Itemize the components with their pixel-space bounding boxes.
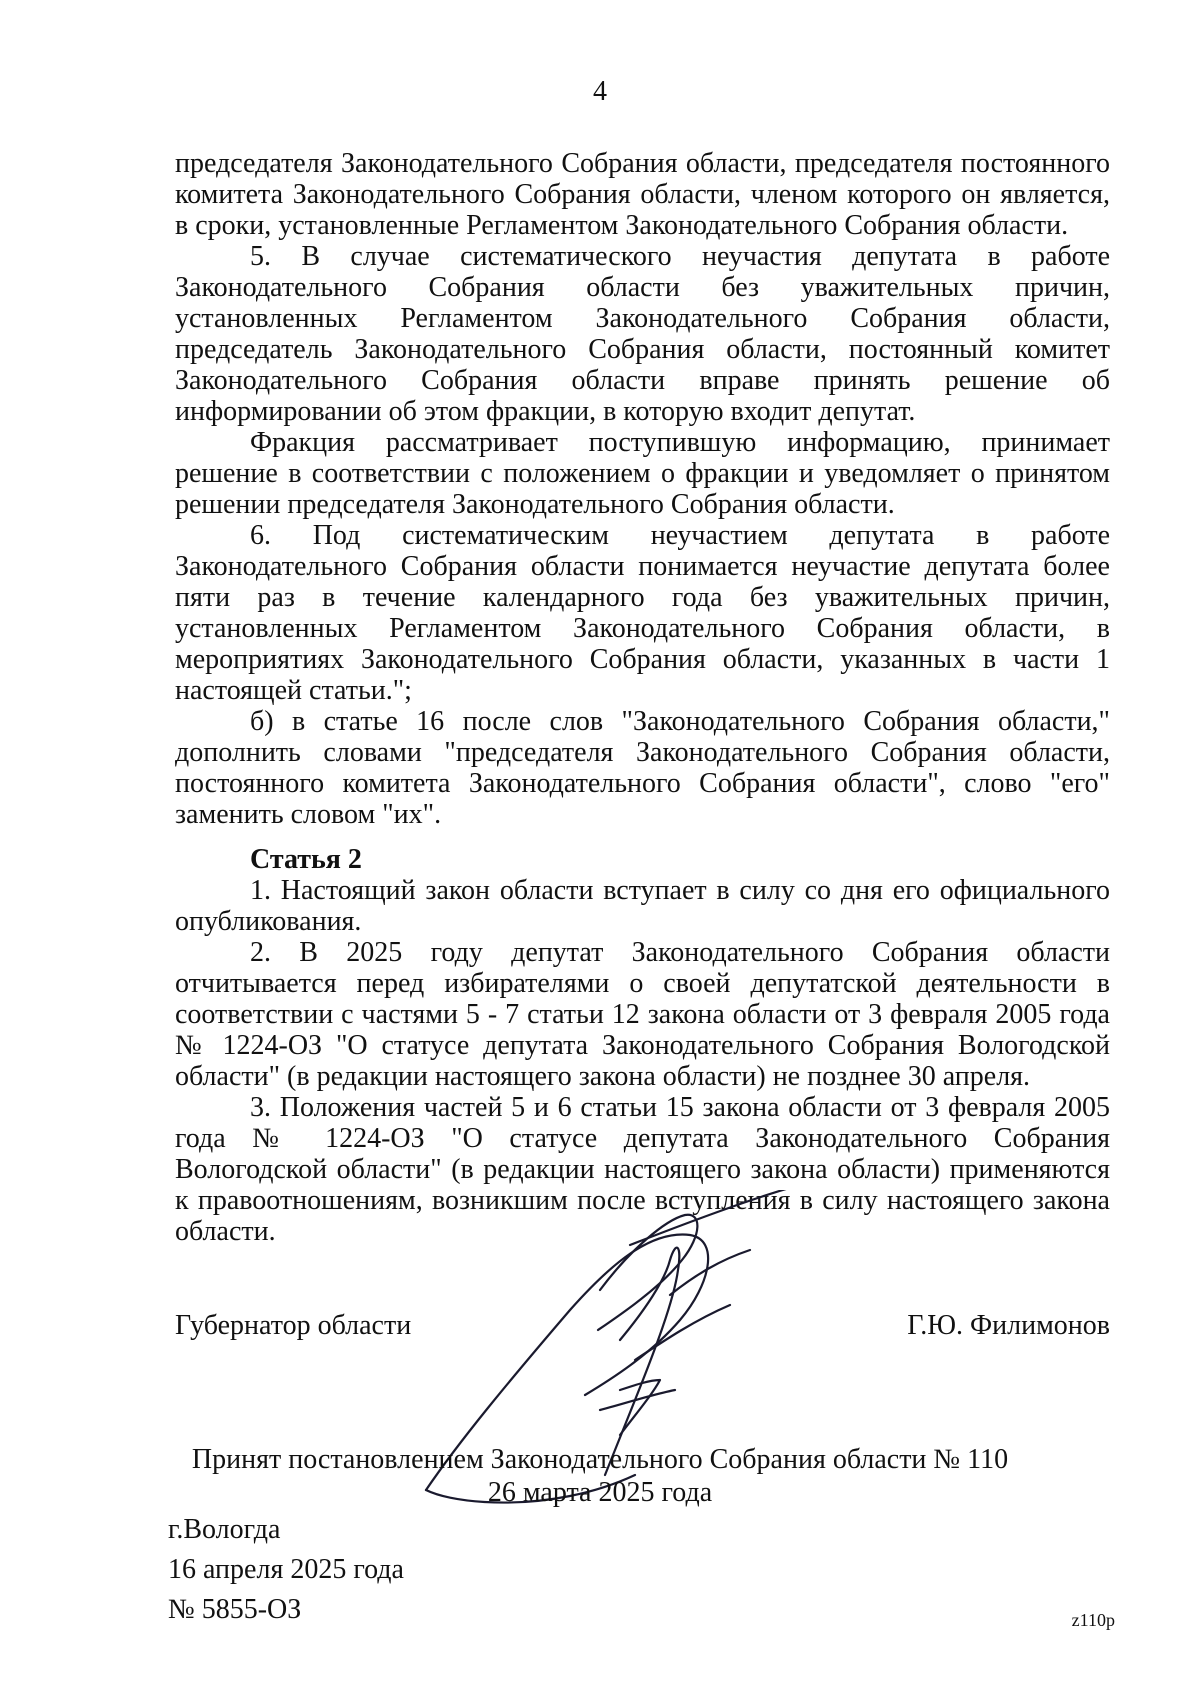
paragraph-item-5: 5. В случае систематического неучастия депутата в работе Законодательного Собрания области без уважительных причин, установленных Регламентом Законодательного Собрания области, председатель Законодательного Собрания области, постоянный комитет Законодательного Собрания области вправе принять решение об информировании об этом фракции, в которую входит депутат. bbox=[175, 241, 1110, 427]
paragraph-continuation: председателя Законодательного Собрания области, председателя постоянного комитета Законодательного Собрания области, членом которого он является, в сроки, установленные Регламентом Законодательного Собрания области. bbox=[175, 148, 1110, 241]
paragraph-item-b: б) в статье 16 после слов "Законодательного Собрания области," дополнить словами "председателя Законодательного Собрания области, постоянного комитета Законодательного Собрания области", слово "его" заменить словом "их". bbox=[175, 706, 1110, 830]
page-number: 4 bbox=[593, 76, 607, 107]
adoption-line-2: 26 марта 2025 года bbox=[487, 1477, 713, 1508]
adoption-line-1: Принят постановлением Законодательного Собрания области № 110 bbox=[191, 1444, 1009, 1475]
footer-city: г.Вологда bbox=[168, 1514, 281, 1545]
adoption-note bbox=[0, 1443, 1200, 1509]
paragraph-faction: Фракция рассматривает поступившую информацию, принимает решение в соответствии с положением о фракции и уведомляет о принятом решении председателя Законодательного Собрания области. bbox=[175, 427, 1110, 520]
paragraph-item-6: 6. Под систематическим неучастием депутата в работе Законодательного Собрания области понимается неучастие депутата более пяти раз в течение календарного года без уважительных причин, установленных Регламентом Законодательного Собрания области, в мероприятиях Законодательного Собрания области, указанных в части 1 настоящей статьи."; bbox=[175, 520, 1110, 706]
footer-block bbox=[168, 1510, 404, 1630]
article-2-item-3: 3. Положения частей 5 и 6 статьи 15 закона области от 3 февраля 2005 года № 1224-ОЗ "О статусе депутата Законодательного Собрания Вологодской области" (в редакции настоящего закона области) применяются к правоотношениям, возникшим после вступления в силу настоящего закона области. bbox=[175, 1092, 1110, 1247]
document-code: z110p bbox=[1071, 1610, 1115, 1630]
article-2-item-1: 1. Настоящий закон области вступает в силу со дня его официального опубликования. bbox=[175, 875, 1110, 937]
footer-number: № 5855-ОЗ bbox=[168, 1594, 302, 1625]
article-2-heading: Статья 2 bbox=[250, 844, 362, 875]
signatory-name: Г.Ю. Филимонов bbox=[907, 1310, 1110, 1341]
footer-date: 16 апреля 2025 года bbox=[168, 1554, 404, 1585]
signatory-title: Губернатор области bbox=[175, 1310, 412, 1341]
article-2-item-2: 2. В 2025 году депутат Законодательного Собрания области отчитывается перед избирателями о своей депутатской деятельности в соответствии с частями 5 - 7 статьи 12 закона области от 3 февраля 2005 года № 1224-ОЗ "О статусе депутата Законодательного Собрания Вологодской области" (в редакции настоящего закона области) не позднее 30 апреля. bbox=[175, 937, 1110, 1092]
document-body bbox=[175, 148, 1110, 1247]
